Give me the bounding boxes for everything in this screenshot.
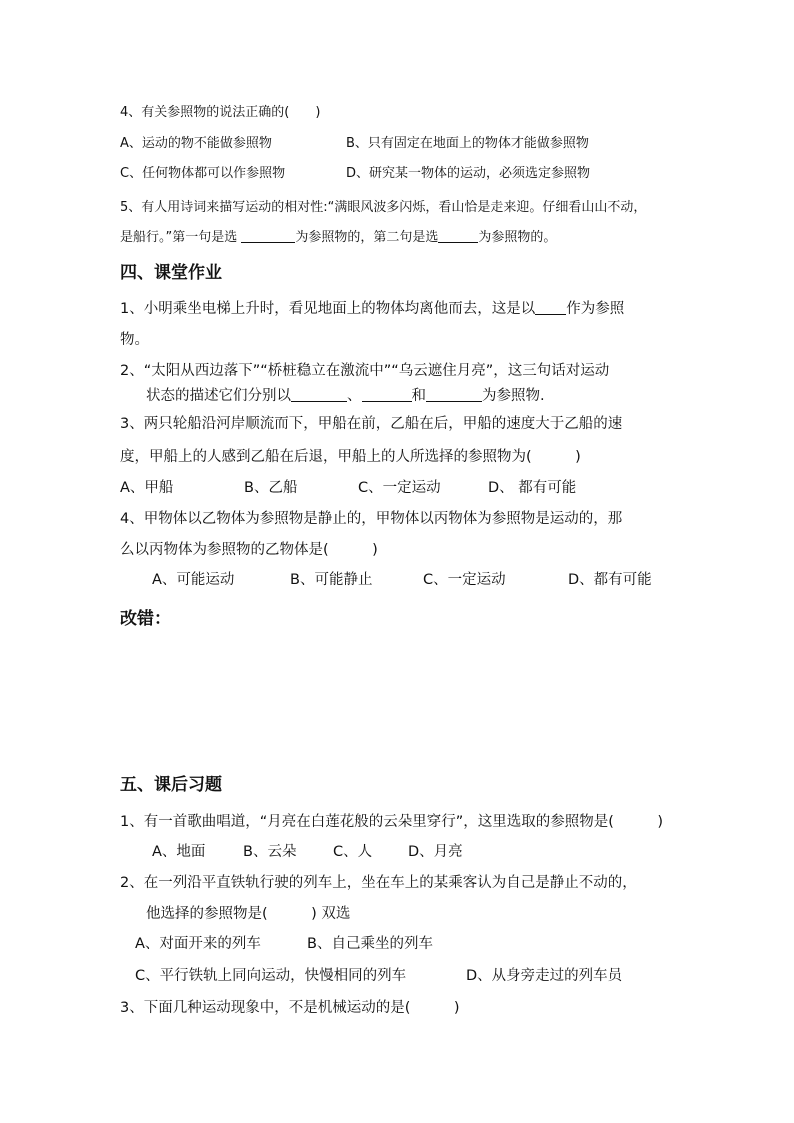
answer-blank[interactable] xyxy=(535,300,566,315)
q4-option-d: D、研究某一物体的运动，必须选定参照物 xyxy=(346,166,591,181)
hw-q3-line2: 度，甲船上的人感到乙船在后退，甲船上的人所选择的参照物为( ) xyxy=(120,449,581,465)
q5-text-a: 是船行。”第一句是选 xyxy=(120,230,238,245)
hw-q2-line1: 2、“太阳从西边落下”“桥桩稳立在激流中”“乌云遮住月亮”，这三句话对运动 xyxy=(120,363,610,379)
hmw-q2-option-c: C、平行铁轨上同向运动，快慢相同的列车 xyxy=(135,968,407,984)
hw-q3-option-c: C、一定运动 xyxy=(358,480,441,496)
q5-line1: 5、有人用诗词来描写运动的相对性:“满眼风波多闪烁，看山恰是走来迎。仔细看山山不动， xyxy=(120,200,647,215)
hw-q3-line1: 3、两只轮船沿河岸顺流而下，甲船在前，乙船在后，甲船的速度大于乙船的速 xyxy=(120,416,623,432)
hmw-q1-option-c: C、人 xyxy=(333,844,373,860)
hw-q4-line1: 4、甲物体以乙物体为参照物是静止的，甲物体以丙物体为参照物是运动的，那 xyxy=(120,511,623,527)
hw-q2-text-d: 为参照物. xyxy=(482,388,545,404)
hmw-q1-option-a: A、地面 xyxy=(152,844,206,860)
answer-blank[interactable] xyxy=(362,387,412,402)
answer-blank[interactable] xyxy=(291,387,347,402)
section-title-4: 四、课堂作业 xyxy=(120,263,222,283)
hmw-q1-option-d: D、月亮 xyxy=(408,844,463,860)
hw-q3-option-d: D、 都有可能 xyxy=(488,480,577,496)
q5-text-b: 为参照物的，第二句是选 xyxy=(295,230,439,245)
hw-q2-text-b: 、 xyxy=(347,388,362,404)
section-title-5: 五、课后习题 xyxy=(120,775,222,795)
answer-blank[interactable] xyxy=(426,387,482,402)
hw-q3-option-a: A、甲船 xyxy=(120,480,174,496)
hw-q2-line2 xyxy=(146,386,545,406)
hmw-q2-option-d: D、从身旁走过的列车员 xyxy=(466,968,623,984)
hw-q4-option-a: A、可能运动 xyxy=(152,572,235,588)
hw-q1-line1 xyxy=(120,299,624,319)
q4-option-a: A、运动的物不能做参照物 xyxy=(120,136,272,151)
hmw-q1-option-b: B、云朵 xyxy=(243,844,297,860)
q5-text-c: 为参照物的。 xyxy=(478,230,557,245)
q4-option-c: C、任何物体都可以作参照物 xyxy=(120,166,286,181)
answer-blank[interactable] xyxy=(438,228,478,243)
q4-option-b: B、只有固定在地面上的物体才能做参照物 xyxy=(346,136,589,151)
q5-line2 xyxy=(120,228,556,248)
q4-stem: 4、有关参照物的说法正确的( ) xyxy=(120,105,321,120)
hw-q1-text-b: 作为参照 xyxy=(566,301,625,317)
hmw-q1-stem: 1、有一首歌曲唱道，“月亮在白莲花般的云朵里穿行”，这里选取的参照物是( ) xyxy=(120,814,664,830)
hw-q4-line2: 么以丙物体为参照物的乙物体是( ) xyxy=(120,542,378,558)
hw-q4-option-d: D、都有可能 xyxy=(568,572,652,588)
hw-q3-option-b: B、乙船 xyxy=(244,480,298,496)
hw-q2-text-a: 状态的描述它们分别以 xyxy=(146,388,291,404)
hw-q1-text-a: 1、小明乘坐电梯上升时，看见地面上的物体均离他而去，这是以 xyxy=(120,301,536,317)
hw-q1-line2: 物。 xyxy=(120,332,149,348)
hw-q2-text-c: 和 xyxy=(411,388,426,404)
hmw-q2-line2: 他选择的参照物是( ) 双选 xyxy=(146,906,351,922)
hmw-q3-stem: 3、下面几种运动现象中，不是机械运动的是( ) xyxy=(120,1000,460,1016)
hw-q4-option-b: B、可能静止 xyxy=(290,572,373,588)
hw-q4-option-c: C、一定运动 xyxy=(423,572,506,588)
hmw-q2-option-b: B、自己乘坐的列车 xyxy=(307,936,433,952)
correction-label: 改错： xyxy=(120,609,171,629)
hmw-q2-line1: 2、在一列沿平直铁轨行驶的列车上，坐在车上的某乘客认为自己是静止不动的， xyxy=(120,875,637,891)
hmw-q2-option-a: A、对面开来的列车 xyxy=(135,936,261,952)
answer-blank[interactable] xyxy=(241,228,295,243)
